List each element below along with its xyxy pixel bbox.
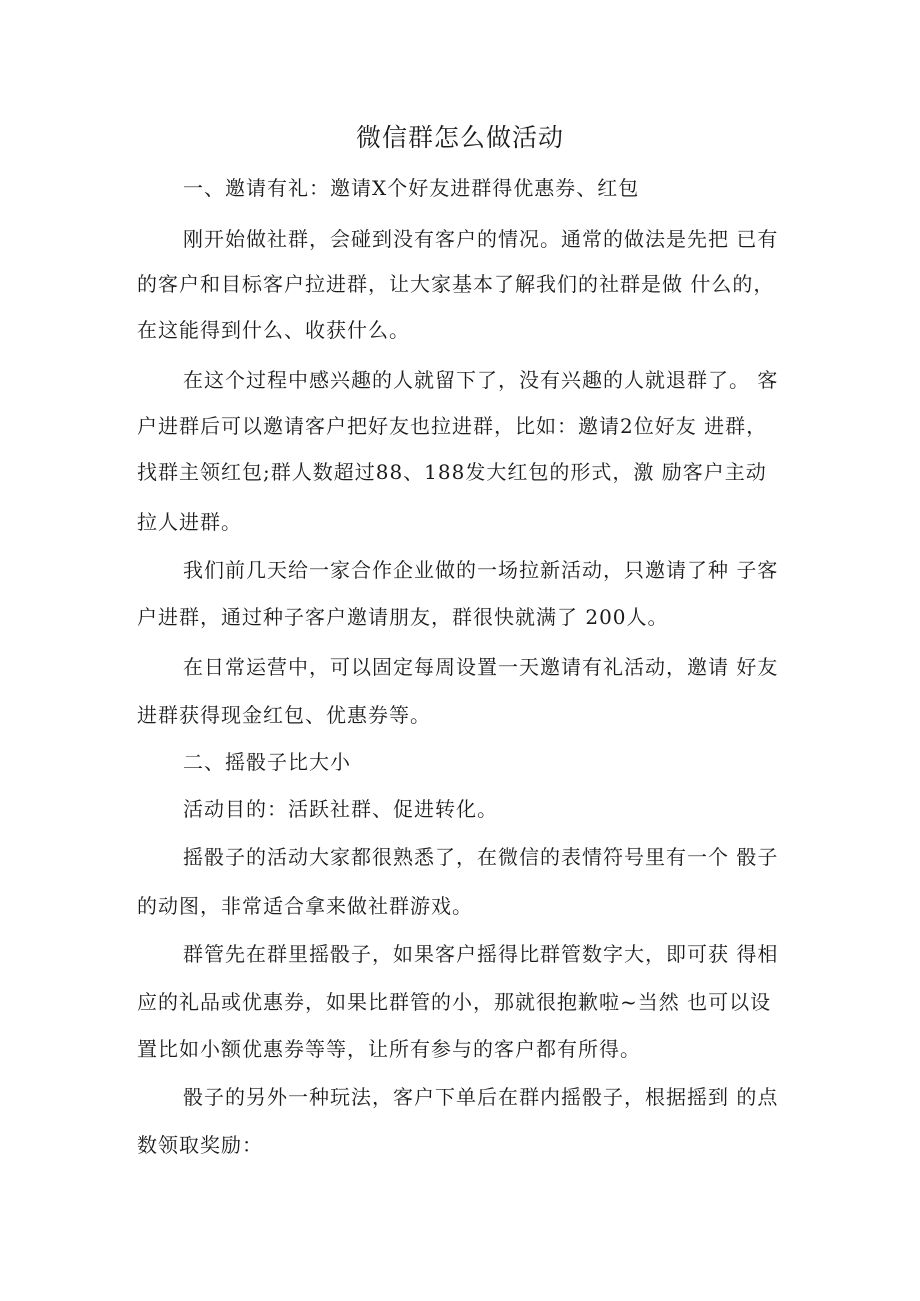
paragraph-line: 拉人进群。 (137, 510, 242, 534)
paragraph-line: 在这个过程中感兴趣的人就留下了，没有兴趣的人就退群了。 客 (183, 368, 779, 392)
paragraph-line: 在这能得到什么、收获什么。 (137, 318, 410, 342)
paragraph-line: 的动图，非常适合拿来做社群游戏。 (137, 894, 473, 918)
paragraph-line: 活动目的：活跃社群、促进转化。 (183, 797, 498, 821)
paragraph-line: 在日常运营中，可以固定每周设置一天邀请有礼活动，邀请 好友 (183, 655, 779, 679)
paragraph-line: 应的礼品或优惠券，如果比群管的小，那就很抱歉啦~当然 也可以设 (137, 990, 772, 1014)
section-heading-dice: 二、摇骰子比大小 (183, 750, 351, 774)
paragraph-line: 进群获得现金红包、优惠券等。 (137, 703, 431, 727)
paragraph-line: 群管先在群里摇骰子，如果客户摇得比群管数字大，即可获 得相 (183, 942, 779, 966)
paragraph-line: 刚开始做社群，会碰到没有客户的情况。通常的做法是先把 已有 (183, 227, 779, 251)
paragraph-line: 置比如小额优惠券等等，让所有参与的客户都有所得。 (137, 1037, 641, 1061)
paragraph-line: 骰子的另外一种玩法，客户下单后在群内摇骰子，根据摇到 的点 (183, 1085, 779, 1109)
section-heading-invite: 一、邀请有礼：邀请X个好友进群得优惠券、红包 (183, 176, 640, 200)
paragraph-line: 我们前几天给一家合作企业做的一场拉新活动，只邀请了种 子客 (183, 558, 779, 582)
paragraph-line: 找群主领红包;群人数超过88、188发大红包的形式，激 励客户主动 (137, 460, 767, 484)
paragraph-line: 的客户和目标客户拉进群，让大家基本了解我们的社群是做 什么的， (137, 272, 775, 296)
paragraph-line: 数领取奖励： (137, 1133, 263, 1157)
paragraph-line: 户进群后可以邀请客户把好友也拉进群，比如：邀请2位好友 进群， (137, 414, 768, 438)
paragraph-line: 户进群，通过种子客户邀请朋友，群很快就满了 200人。 (137, 605, 669, 629)
page-title: 微信群怎么做活动 (355, 123, 564, 152)
paragraph-line: 摇骰子的活动大家都很熟悉了，在微信的表情符号里有一个 骰子 (183, 845, 779, 869)
